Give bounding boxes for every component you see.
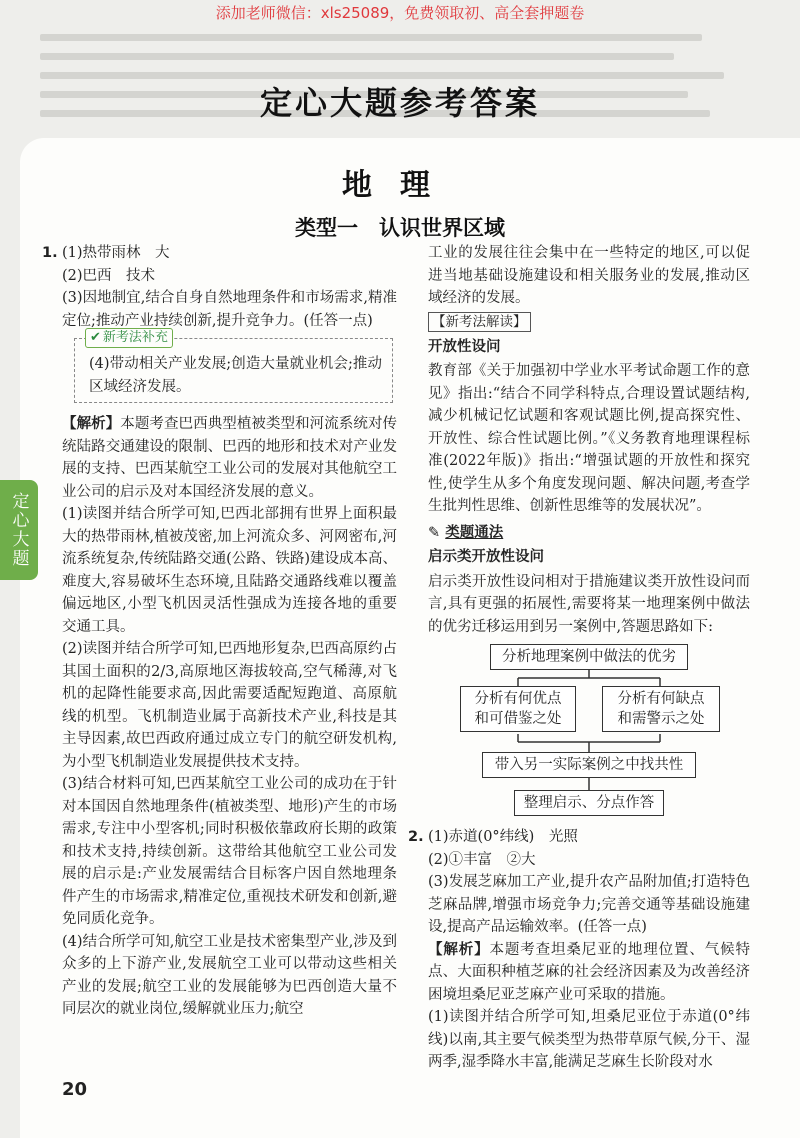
q2-analysis: 本题考查坦桑尼亚的地理位置、气候特点、大面积种植芝麻的社会经济因素及为改善经济困境坦桑尼亚芝麻产业可采取的措施。 bbox=[428, 941, 750, 1003]
right-column bbox=[408, 242, 750, 1074]
q1-explanation-4-continued: 工业的发展往往会集中在一些特定的地区,可以促进当地基础设施建设和相关服务业的发展,推动区域经济的发展。 bbox=[428, 245, 750, 306]
q2-answer-3: (3)发展芝麻加工产业,提升农产品附加值;打造特色芝麻品牌,增强市场竞争力;完善交通等基础设施建设,提高产品运输效率。(任答一点) bbox=[428, 874, 750, 935]
q1-explanation-3: (3)结合材料可知,巴西某航空工业公司的成功在于针对本国因自然地理条件(植被类型、地形)产生的市场需求,专注中小型客机;同时积极依靠政府长期的政策和技术支持,持续创新。这带给其他航空工业公司发展的启示是:产业发展需结合目标客户因自然地理条件产生的市场需求,精准定位,重视技术研发和创新,避免同质化竞争。 bbox=[62, 776, 397, 927]
q1-analysis: 本题考查巴西典型植被类型和河流系统对传统陆路交通建设的限制、巴西的地形和技术对产业发展的支持、巴西某航空工业公司的发展对其他航空工业公司的启示及对本国经济发展的意义。 bbox=[62, 416, 398, 500]
flowchart bbox=[428, 644, 750, 822]
page-title: 定心大题参考答案 bbox=[259, 84, 540, 122]
method-label-row bbox=[428, 522, 750, 545]
supplement-box bbox=[74, 330, 393, 403]
q1-answer-1: (1)热带雨林 大 bbox=[62, 245, 170, 261]
watermark-text: 添加老师微信：xls25089，免费领取初、高全套押题卷 bbox=[215, 4, 585, 22]
subject-title: 地理 bbox=[342, 168, 458, 203]
flow-step-conclude: 整理启示、分点作答 bbox=[514, 790, 664, 816]
q2-explanation-1: (1)读图并结合所学可知,坦桑尼亚位于赤道(0°纬线)以南,其主要气候类型为热带草原气候,分干、湿两季,湿季降水丰富,能满足芝麻生长阶段对水 bbox=[428, 1009, 750, 1070]
q1-answer-4: (4)带动相关产业发展;创造大量就业机会;推动区域经济发展。 bbox=[89, 356, 382, 395]
q2-answer-1: (1)赤道(0°纬线) 光照 bbox=[428, 829, 578, 845]
flow-step-analyze: 分析地理案例中做法的优劣 bbox=[490, 644, 688, 670]
q1-explanation-2: (2)读图并结合所学可知,巴西地形复杂,巴西高原约占其国土面积的2/3,高原地区海拔较高,空气稀薄,对飞机的起降性能要求高,因此需要适配短跑道、高原航线的机型。飞机制造业属于高新技术产业,科技是其主导因素,故巴西政府通过成立专门的航空研发机构,为小型飞机制造业发展提供技术支持。 bbox=[62, 641, 397, 770]
new-exam-label: 【新考法解读】 bbox=[428, 312, 531, 332]
side-tab-label: 定心大题 bbox=[0, 480, 38, 580]
left-column bbox=[42, 242, 398, 1021]
method-label: 类题通法 bbox=[445, 524, 504, 541]
new-exam-text: 教育部《关于加强初中学业水平考试命题工作的意见》指出:“结合不同学科特点,合理设置试题结构,减少机械记忆试题和客观试题比例,提高探究性、开放性、综合性试题比例。”《义务教育地理课程标准(2022年版)》指出:“增强试题的开放性和探究性,使学生从多个角度发现问题、解决问题,考查学生批判性思维、创新性思维等的发展状况”。 bbox=[428, 363, 750, 514]
page-number: 20 bbox=[62, 1079, 88, 1100]
analysis-tag: 【解析】 bbox=[62, 416, 121, 432]
flow-step-commonality: 带入另一实际案例之中找共性 bbox=[482, 752, 696, 778]
new-exam-heading: 开放性设问 bbox=[428, 338, 501, 355]
question-number-1: 1. bbox=[42, 245, 58, 261]
question-number-2: 2. bbox=[408, 829, 424, 845]
q1-explanation-1: (1)读图并结合所学可知,巴西北部拥有世界上面积最大的热带雨林,植被茂密,加上河流众多、河网密布,河流系统复杂,传统陆路交通(公路、铁路)建设成本高、难度大,容易破坏生态环境,且陆路交通路线难以覆盖偏远地区,小型飞机因灵活性强成为连接各地的重要交通工具。 bbox=[62, 506, 397, 635]
flow-step-disadvantages: 分析有何缺点 和需警示之处 bbox=[602, 686, 720, 732]
method-text: 启示类开放性设问相对于措施建议类开放性设问而言,具有更强的拓展性,需要将某一地理案例中做法的优劣迁移运用到另一案例中,答题思路如下: bbox=[428, 573, 750, 635]
flow-step-advantages: 分析有何优点 和可借鉴之处 bbox=[460, 686, 576, 732]
supplement-label: ✔ 新考法补充 bbox=[85, 328, 173, 348]
q1-answer-2: (2)巴西 技术 bbox=[62, 267, 156, 284]
method-heading: 启示类开放性设问 bbox=[428, 549, 544, 565]
q2-analysis-tag: 【解析】 bbox=[428, 941, 490, 958]
q1-answer-3: (3)因地制宜,结合自身自然地理条件和市场需求,精准定位;推动产业持续创新,提升竞争力。(任答一点) bbox=[62, 290, 397, 329]
q2-answer-2: (2)①丰富 ②大 bbox=[428, 851, 536, 868]
check-icon: ✔ bbox=[90, 330, 101, 345]
q1-explanation-4: (4)结合所学可知,航空工业是技术密集型产业,涉及到众多的上下游产业,发展航空工业可以带动这些相关产业的发展;航空工业的发展能够为巴西创造大量不同层次的就业岗位,缓解就业压力;航空 bbox=[62, 933, 397, 1017]
pencil-icon: ✎ bbox=[428, 524, 441, 541]
section-title: 类型一 认识世界区域 bbox=[295, 216, 505, 240]
